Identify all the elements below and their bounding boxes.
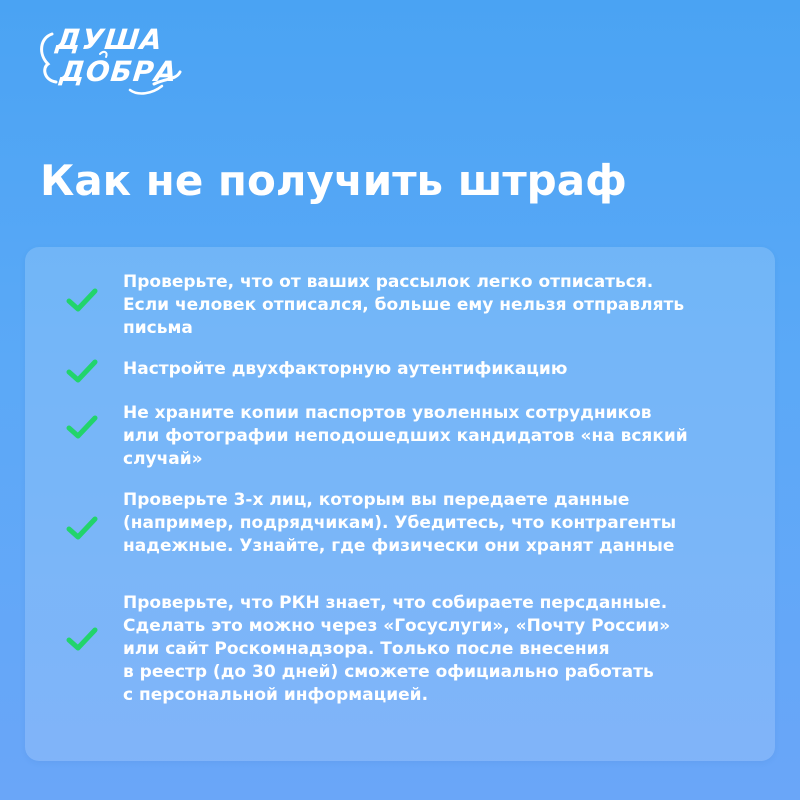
item-text: Не храните копии паспортов уволенных сотрудников или фотографии неподошедших кандидатов «на всякий случай»	[123, 403, 688, 469]
brand-logo	[34, 24, 194, 102]
item-text: Проверьте, что РКН знает, что собираете персданные. Сделать это можно через «Госуслуги», «Почту России» или сайт Роскомнадзора. Только после внесения в реестр (до 30 дней) сможете официально работать с персональной информацией.	[123, 593, 671, 705]
logo-word-1: ДУША	[54, 23, 165, 56]
item-text: Проверьте, что от ваших рассылок легко отписаться. Если человек отписался, больше ему нельзя отправлять письма	[123, 272, 685, 338]
item-text: Проверьте 3-х лиц, которым вы передаете данные (например, подрядчикам). Убедитесь, что контрагенты надежные. Узнайте, где физически они хранят данные	[123, 490, 677, 556]
check-icon	[65, 626, 99, 652]
check-icon	[65, 414, 99, 440]
logo-word-2: ДОБРА	[58, 55, 180, 88]
check-icon	[65, 287, 99, 313]
page-title: Как не получить штраф	[40, 156, 627, 205]
item-text: Настройте двухфакторную аутентификацию	[123, 359, 568, 379]
tips-card	[25, 247, 775, 761]
check-icon	[65, 515, 99, 541]
check-icon	[65, 358, 99, 384]
